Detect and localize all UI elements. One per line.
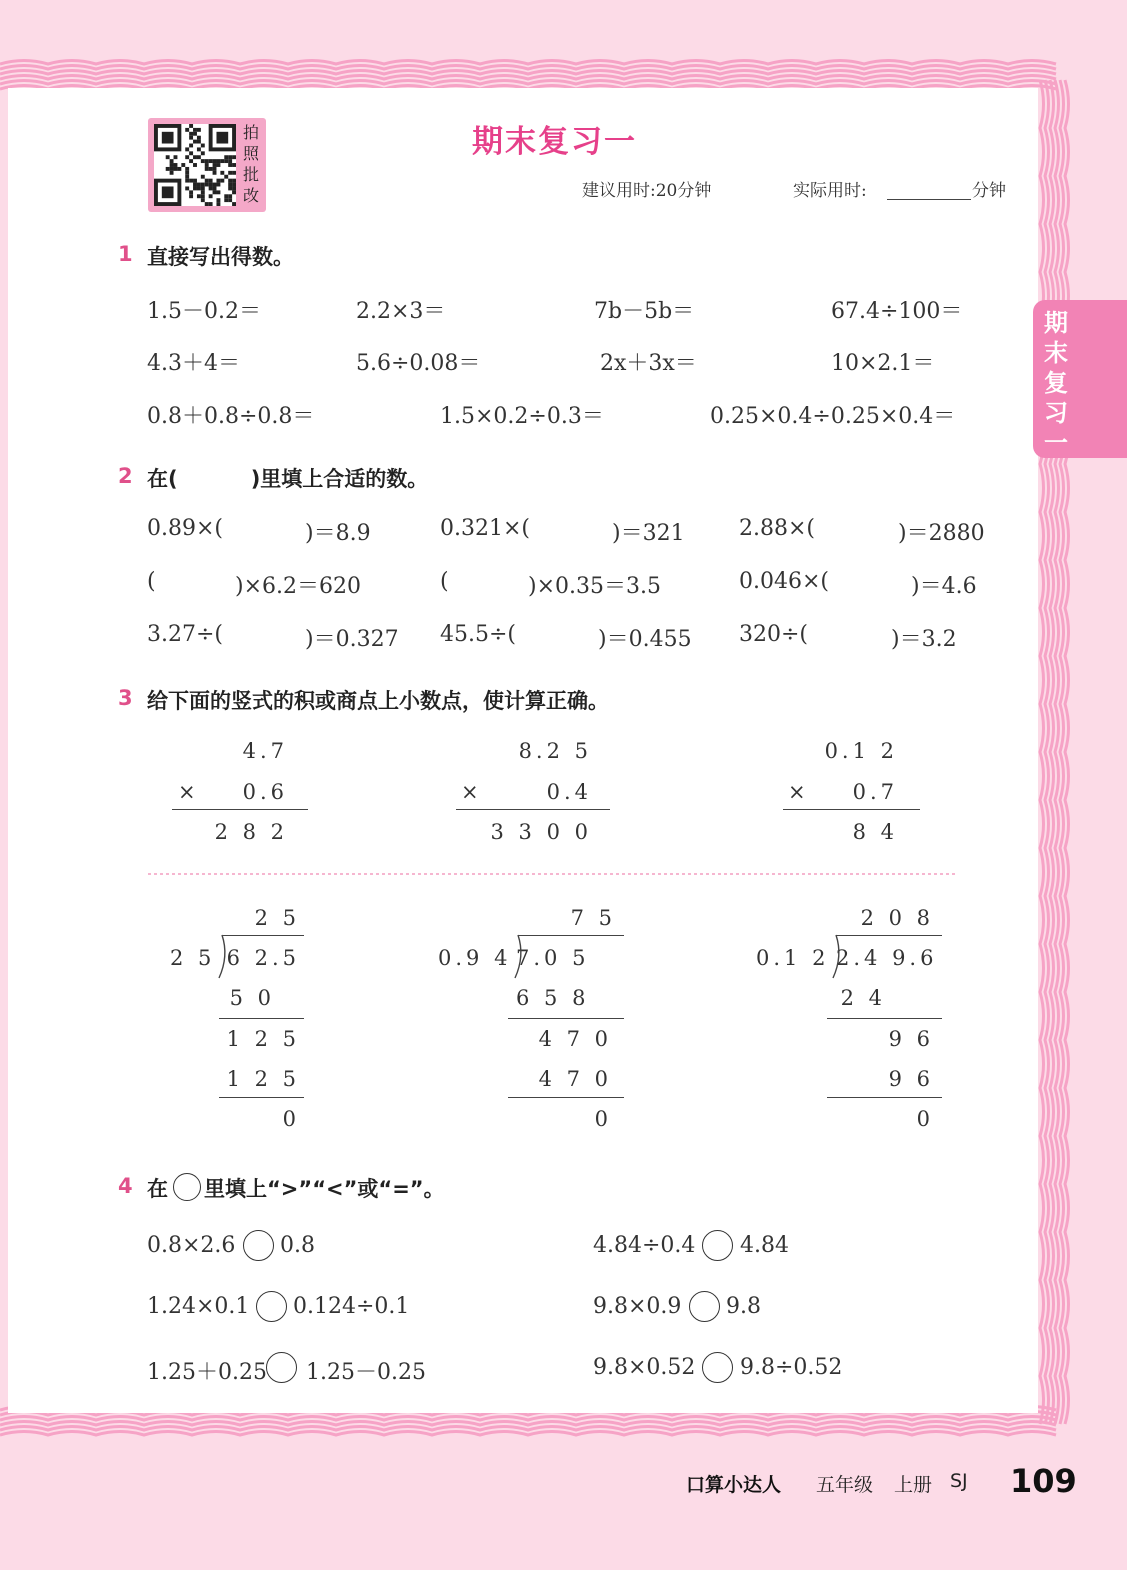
q2-item-left: 0.321×( (440, 516, 530, 541)
wavy-border-right (1040, 80, 1069, 1424)
page-title: 期末复习一 (472, 124, 637, 160)
div-rule (827, 1097, 942, 1098)
mult-bottom: 0.6 (242, 780, 288, 804)
answer-circle[interactable] (266, 1352, 297, 1383)
div-step: 5 0 (229, 986, 275, 1010)
div-step: 0 (916, 1107, 934, 1131)
q1-item: 4.3＋4＝ (147, 351, 240, 376)
div-step: 2 4 (840, 986, 886, 1010)
footer-grade: 五年级 (816, 1474, 874, 1496)
division-brackets (0, 0, 1, 1)
q2-item-right: )×6.2＝620 (235, 574, 361, 599)
div-bar (518, 935, 624, 936)
q2-item-right: )＝0.455 (598, 627, 692, 652)
answer-circle[interactable] (243, 1230, 274, 1261)
div-bar (222, 935, 304, 936)
q1-item: 2x＋3x＝ (600, 351, 697, 376)
page-number: 109 (1010, 1462, 1077, 1500)
q4-item-left: 1.25＋0.25 (147, 1360, 267, 1385)
q4-number: 4 (118, 1174, 133, 1198)
div-quotient: 7 5 (570, 906, 616, 930)
q1-number: 1 (118, 242, 133, 266)
div-step: 0 (282, 1107, 300, 1131)
div-divisor: 2 5 (170, 946, 216, 970)
mult-result: 3 3 0 0 (490, 820, 592, 844)
answer-circle[interactable] (702, 1230, 733, 1261)
q4-item-right: 0.8 (280, 1233, 315, 1258)
div-quotient: 2 0 8 (860, 906, 934, 930)
mult-operator: × (178, 780, 200, 804)
div-step: 4 7 0 (538, 1067, 612, 1091)
div-quotient: 2 5 (254, 906, 300, 930)
mult-top: 0.1 2 (824, 739, 898, 763)
q2-item-left: 2.88×( (739, 516, 816, 541)
q2-item-right: )＝4.6 (911, 574, 977, 599)
div-divisor: 0.1 2 (756, 946, 830, 970)
mult-bottom: 0.7 (852, 780, 898, 804)
q2-item-right: )＝0.327 (305, 627, 399, 652)
mult-rule (783, 809, 920, 810)
wavy-border-top (0, 61, 1056, 90)
q4-item-left: 9.8×0.52 (593, 1355, 696, 1380)
actual-time-unit: 分钟 (972, 181, 1006, 201)
div-step: 4 7 0 (538, 1027, 612, 1051)
mult-result: 2 8 2 (214, 820, 288, 844)
q2-item-right: )＝8.9 (305, 521, 371, 546)
div-rule (827, 1018, 942, 1019)
div-step: 0 (594, 1107, 612, 1131)
q2-item-right: )＝321 (612, 521, 685, 546)
q4-item-left: 4.84÷0.4 (593, 1233, 696, 1258)
q2-item-left: ( (440, 569, 449, 594)
q1-item: 2.2×3＝ (356, 299, 446, 324)
q2-item-left: ( (147, 569, 156, 594)
q3-number: 3 (118, 686, 133, 710)
q4-circle-symbol (173, 1173, 201, 1201)
q1-item: 5.6÷0.08＝ (356, 351, 481, 376)
footer-volume: 上册 (894, 1474, 933, 1496)
footer-edition: SJ (950, 1470, 968, 1492)
q2-instruction: 在( )里填上合适的数。 (147, 467, 429, 491)
q2-item-right: )＝2880 (898, 521, 985, 546)
q2-number: 2 (118, 464, 133, 488)
q4-item-right: 9.8÷0.52 (740, 1355, 843, 1380)
qr-badge[interactable] (148, 118, 266, 212)
div-rule (508, 1018, 624, 1019)
answer-circle[interactable] (702, 1352, 733, 1383)
div-dividend: 2.4 9.6 (836, 946, 938, 970)
div-step: 9 6 (888, 1027, 934, 1051)
q1-item: 10×2.1＝ (831, 351, 935, 376)
q3-instruction: 给下面的竖式的积或商点上小数点，使计算正确。 (147, 689, 609, 713)
q1-item: 0.8＋0.8÷0.8＝ (147, 404, 315, 429)
mult-rule (172, 809, 308, 810)
q2-item-left: 3.27÷( (147, 622, 224, 647)
q4-item-right: 1.25－0.25 (306, 1360, 426, 1385)
q2-item-right: )×0.35＝3.5 (528, 574, 661, 599)
div-dividend: 6 2.5 (226, 946, 300, 970)
q4-item-left: 1.24×0.1 (147, 1294, 250, 1319)
div-step: 1 2 5 (226, 1067, 300, 1091)
q2-item-left: 45.5÷( (440, 622, 517, 647)
q4-instruction-start: 在 (147, 1177, 168, 1201)
answer-circle[interactable] (256, 1291, 287, 1322)
mult-top: 8.2 5 (518, 739, 592, 763)
q1-item: 1.5－0.2＝ (147, 299, 261, 324)
div-step: 6 5 8 (516, 986, 590, 1010)
side-tab-label: 期末复习一 (1044, 309, 1068, 457)
q1-item: 7b－5b＝ (594, 299, 695, 324)
q2-item-left: 0.046×( (739, 569, 829, 594)
q4-item-right: 9.8 (726, 1294, 761, 1319)
q2-item-right: )＝3.2 (891, 627, 957, 652)
mult-operator: × (788, 780, 810, 804)
answer-circle[interactable] (689, 1291, 720, 1322)
div-rule (219, 1018, 304, 1019)
qr-code-icon (154, 124, 236, 206)
div-step: 9 6 (888, 1067, 934, 1091)
q4-item-right: 0.124÷0.1 (293, 1294, 410, 1319)
mult-top: 4.7 (242, 739, 288, 763)
qr-label: 拍照批改 (242, 123, 259, 205)
q4-instruction-end: 里填上“>”“<”或“=”。 (204, 1177, 445, 1201)
div-dividend: 7.0 5 (516, 946, 590, 970)
mult-rule (456, 809, 610, 810)
div-bar (836, 935, 942, 936)
q4-item-right: 4.84 (740, 1233, 789, 1258)
q4-item-left: 9.8×0.9 (593, 1294, 682, 1319)
actual-time-blank (887, 199, 971, 200)
div-rule (508, 1097, 624, 1098)
actual-time-label: 实际用时: (793, 181, 867, 201)
mult-operator: × (461, 780, 483, 804)
div-divisor: 0.9 4 (438, 946, 512, 970)
suggested-time: 建议用时:20分钟 (582, 181, 712, 201)
q2-item-left: 320÷( (739, 622, 809, 647)
side-tab (1033, 300, 1127, 458)
div-rule (219, 1097, 304, 1098)
div-step: 1 2 5 (226, 1027, 300, 1051)
q1-item: 1.5×0.2÷0.3＝ (440, 404, 604, 429)
q2-item-left: 0.89×( (147, 516, 224, 541)
q1-instruction: 直接写出得数。 (147, 245, 294, 269)
mult-result: 8 4 (852, 820, 898, 844)
mult-bottom: 0.4 (546, 780, 592, 804)
q1-item: 0.25×0.4÷0.25×0.4＝ (710, 404, 956, 429)
q1-item: 67.4÷100＝ (831, 299, 963, 324)
footer-brand: 口算小达人 (686, 1474, 782, 1496)
q4-item-left: 0.8×2.6 (147, 1233, 236, 1258)
